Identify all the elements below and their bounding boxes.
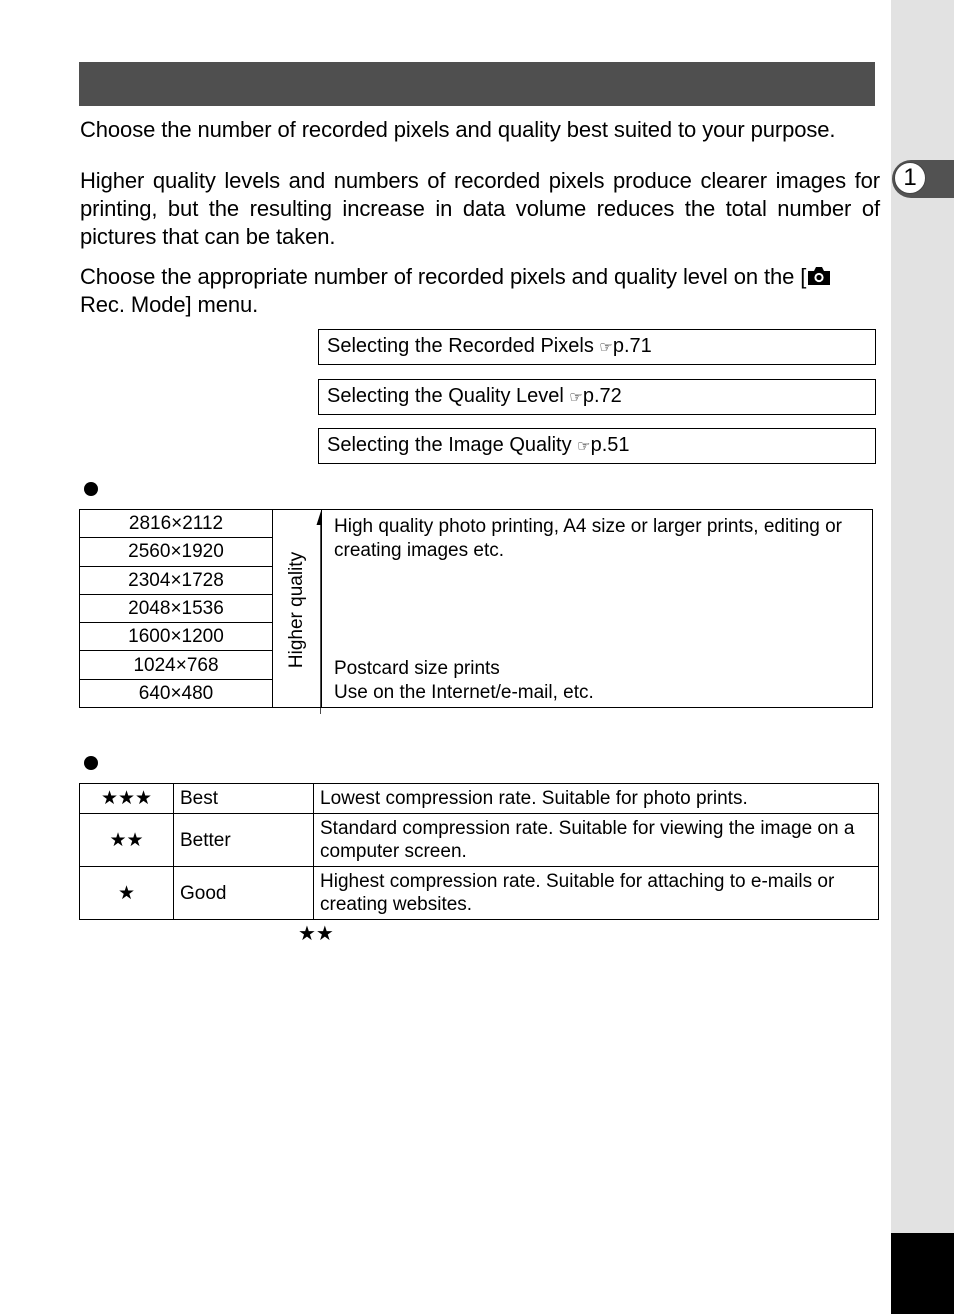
ref-label: Selecting the Quality Level bbox=[327, 385, 570, 407]
table-row bbox=[80, 784, 879, 814]
page-number-block bbox=[891, 1233, 954, 1314]
desc-postcard-line1: Postcard size prints bbox=[334, 658, 500, 679]
ref-label: Selecting the Recorded Pixels bbox=[327, 335, 600, 357]
pixel-size-cell: 2560×1920 bbox=[80, 538, 273, 566]
stars-cell: ★ bbox=[80, 867, 174, 920]
stars-cell: ★★ bbox=[80, 814, 174, 867]
section-title-bar bbox=[79, 62, 875, 106]
ref-quality-level[interactable] bbox=[318, 379, 876, 415]
desc-high-quality: High quality photo printing, A4 size or larger prints, editing or creating images etc. bbox=[334, 516, 842, 561]
pixel-size-cell: 1600×1200 bbox=[80, 623, 273, 651]
ref-label: Selecting the Image Quality bbox=[327, 434, 578, 456]
bullet-pixels bbox=[84, 482, 98, 496]
quality-name-cell: Best bbox=[174, 784, 314, 814]
recorded-pixels-table bbox=[79, 509, 873, 708]
pixel-size-cell: 640×480 bbox=[80, 679, 273, 707]
quality-desc-cell: Highest compression rate. Suitable for attaching to e-mails or creating websites. bbox=[314, 867, 879, 920]
quality-name-cell: Better bbox=[174, 814, 314, 867]
note-stars: ★★ bbox=[298, 923, 334, 945]
quality-desc-cell: Lowest compression rate. Suitable for photo prints. bbox=[314, 784, 879, 814]
chapter-number: 1 bbox=[894, 162, 926, 194]
pixel-size-cell: 1024×768 bbox=[80, 651, 273, 679]
ref-image-quality[interactable] bbox=[318, 428, 876, 464]
higher-quality-label: Higher quality bbox=[286, 551, 307, 669]
ref-page: p.51 bbox=[590, 434, 630, 456]
camera-icon bbox=[807, 266, 831, 286]
desc-postcard bbox=[334, 657, 594, 705]
pixels-description-cell bbox=[322, 510, 873, 708]
bullet-quality bbox=[84, 756, 98, 770]
pixel-size-cell: 2816×2112 bbox=[80, 510, 273, 538]
intro-p3-before: Choose the appropriate number of recorded pixels and quality level on the [ bbox=[80, 264, 807, 289]
pointer-icon: ☞ bbox=[569, 389, 583, 406]
ref-recorded-pixels[interactable] bbox=[318, 329, 876, 365]
pixel-size-cell: 2048×1536 bbox=[80, 594, 273, 622]
table-row bbox=[80, 510, 873, 538]
desc-postcard-line2: Use on the Internet/e-mail, etc. bbox=[334, 682, 594, 703]
intro-p3-after: Rec. Mode] menu. bbox=[80, 292, 259, 317]
quality-level-table bbox=[79, 783, 879, 920]
pointer-icon: ☞ bbox=[599, 339, 613, 356]
higher-quality-axis bbox=[273, 510, 322, 708]
ref-page: p.72 bbox=[582, 385, 622, 407]
intro-paragraph-2: Higher quality levels and numbers of recorded pixels produce clearer images for printing, but the resulting increase in data volume reduces the total number of pictures that can be taken. bbox=[80, 168, 880, 249]
stars-cell: ★★★ bbox=[80, 784, 174, 814]
quality-name-cell: Good bbox=[174, 867, 314, 920]
pointer-icon: ☞ bbox=[577, 438, 591, 455]
intro-paragraph-3 bbox=[80, 263, 880, 319]
quality-desc-cell: Standard compression rate. Suitable for viewing the image on a computer screen. bbox=[314, 814, 879, 867]
intro-paragraph-1: Choose the number of recorded pixels and quality best suited to your purpose. bbox=[80, 117, 836, 142]
pixel-size-cell: 2304×1728 bbox=[80, 566, 273, 594]
ref-page: p.71 bbox=[612, 335, 652, 357]
table-row bbox=[80, 814, 879, 867]
table-row bbox=[80, 867, 879, 920]
